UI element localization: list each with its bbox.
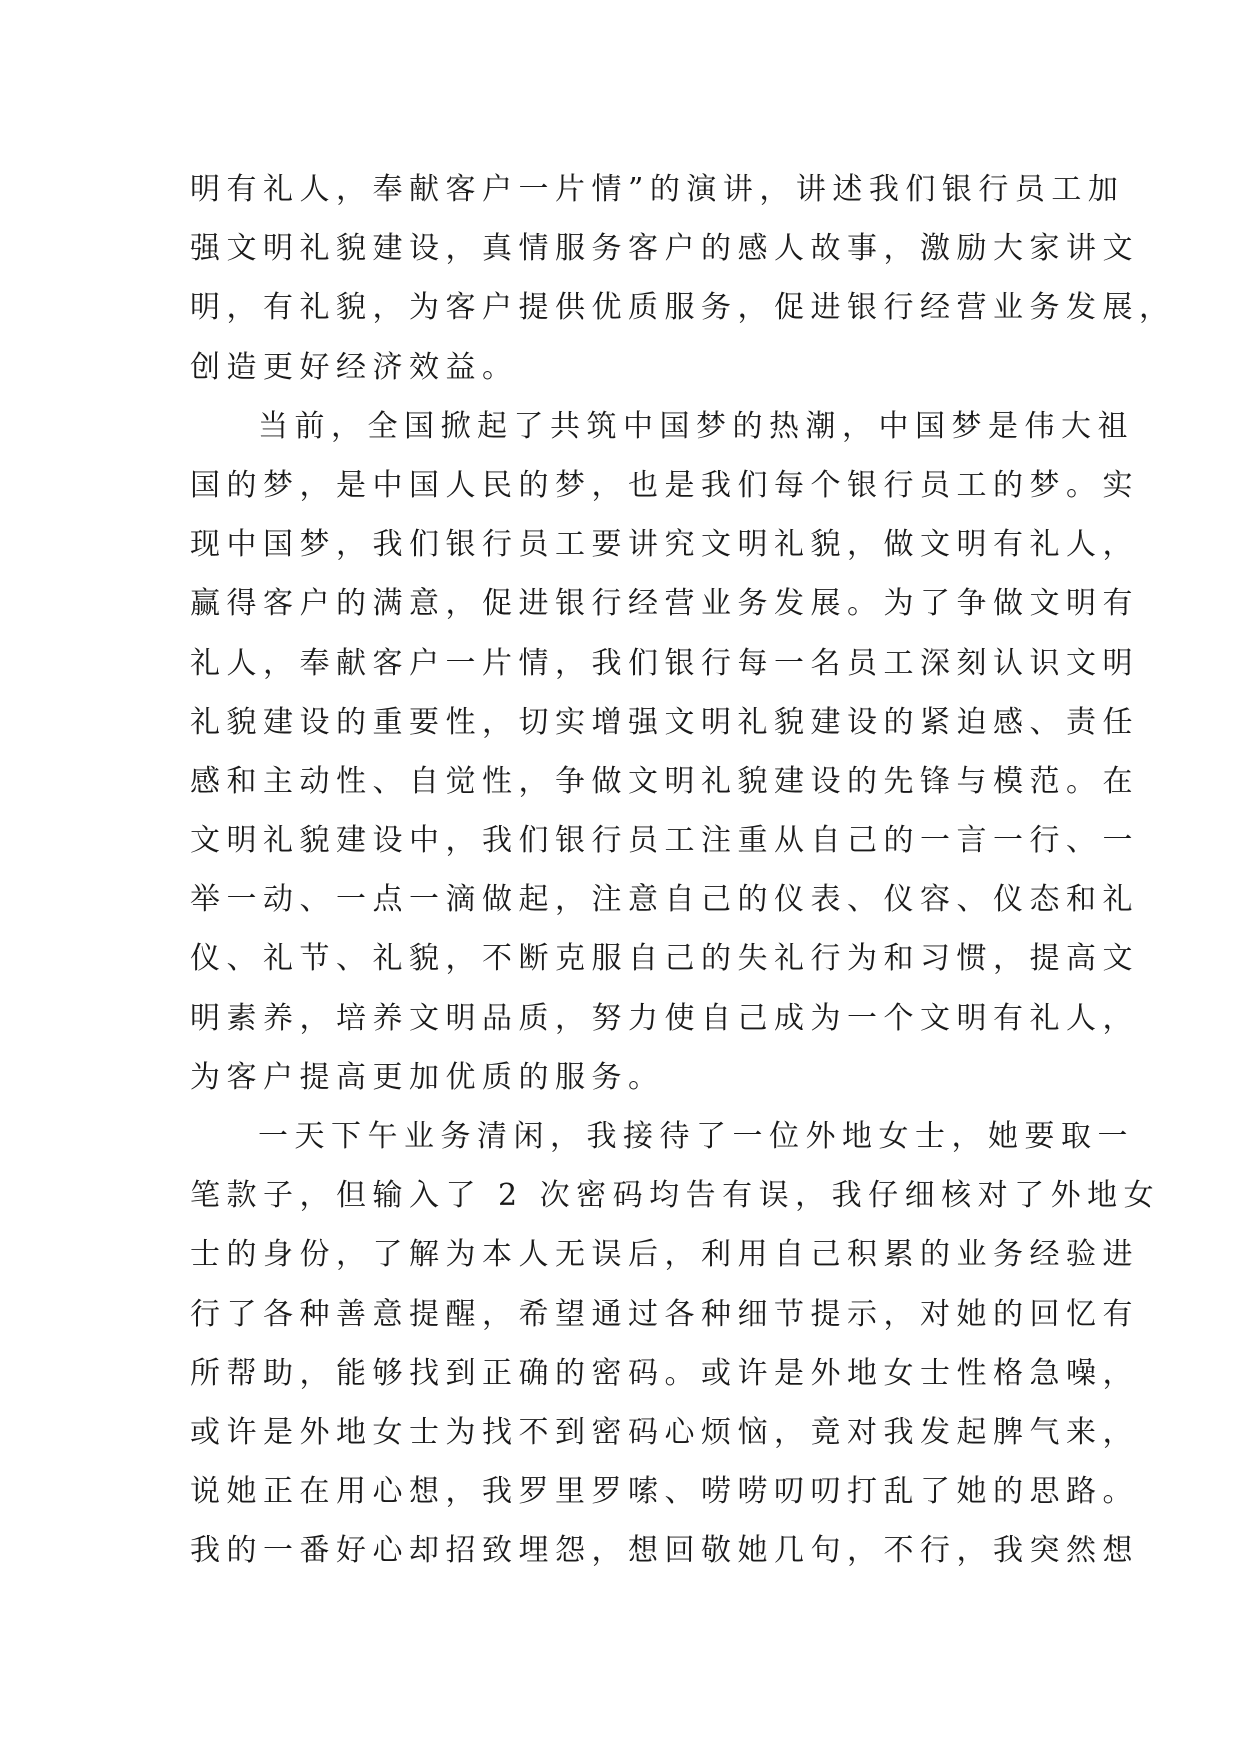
paragraph-first-line: 一天下午业务清闲，我接待了一位外地女士，她要取一 bbox=[258, 1119, 1134, 1154]
text-line: 仪、礼节、礼貌，不断克服自己的失礼行为和习惯，提高文 bbox=[190, 941, 1139, 977]
text-line: 笔款子，但输入了 2 次密码均告有误，我仔细核对了外地女 bbox=[190, 1178, 1161, 1214]
text-line: 行了各种善意提醒，希望通过各种细节提示，对她的回忆有 bbox=[190, 1296, 1139, 1332]
text-line: 文明礼貌建设中，我们银行员工注重从自己的一言一行、一 bbox=[190, 823, 1139, 859]
text-line: 或许是外地女士为找不到密码心烦恼，竟对我发起脾气来， bbox=[190, 1414, 1139, 1450]
text-line: 所帮助，能够找到正确的密码。或许是外地女士性格急噪， bbox=[190, 1355, 1139, 1391]
text-line: 创造更好经济效益。 bbox=[190, 349, 519, 385]
text-line: 我的一番好心却招致埋怨，想回敬她几句，不行，我突然想 bbox=[190, 1533, 1139, 1569]
text-line: 感和主动性、自觉性，争做文明礼貌建设的先锋与模范。在 bbox=[190, 763, 1139, 799]
text-line: 士的身份，了解为本人无误后，利用自己积累的业务经验进 bbox=[190, 1237, 1139, 1273]
text-line: 举一动、一点一滴做起，注意自己的仪表、仪容、仪态和礼 bbox=[190, 882, 1139, 918]
text-line: 现中国梦，我们银行员工要讲究文明礼貌，做文明有礼人， bbox=[190, 527, 1139, 563]
text-line: 明素养，培养文明品质，努力使自己成为一个文明有礼人， bbox=[190, 1000, 1139, 1036]
text-line: 明有礼人，奉献客户一片情”的演讲，讲述我们银行员工加 bbox=[190, 172, 1125, 207]
text-line: 礼人，奉献客户一片情，我们银行每一名员工深刻认识文明 bbox=[190, 645, 1139, 681]
text-line: 说她正在用心想，我罗里罗嗦、唠唠叨叨打乱了她的思路。 bbox=[190, 1474, 1139, 1510]
text-line: 为客户提高更加优质的服务。 bbox=[190, 1059, 665, 1095]
text-line: 国的梦，是中国人民的梦，也是我们每个银行员工的梦。实 bbox=[190, 467, 1139, 503]
text-line: 强文明礼貌建设，真情服务客户的感人故事，激励大家讲文 bbox=[190, 231, 1139, 267]
paragraph-first-line: 当前，全国掀起了共筑中国梦的热潮，中国梦是伟大祖 bbox=[258, 408, 1134, 444]
text-line: 礼貌建设的重要性，切实增强文明礼貌建设的紧迫感、责任 bbox=[190, 704, 1139, 740]
document-body bbox=[190, 160, 1176, 1581]
text-line: 明，有礼貌，为客户提供优质服务，促进银行经营业务发展， bbox=[190, 290, 1176, 326]
text-line: 赢得客户的满意，促进银行经营业务发展。为了争做文明有 bbox=[190, 586, 1139, 622]
